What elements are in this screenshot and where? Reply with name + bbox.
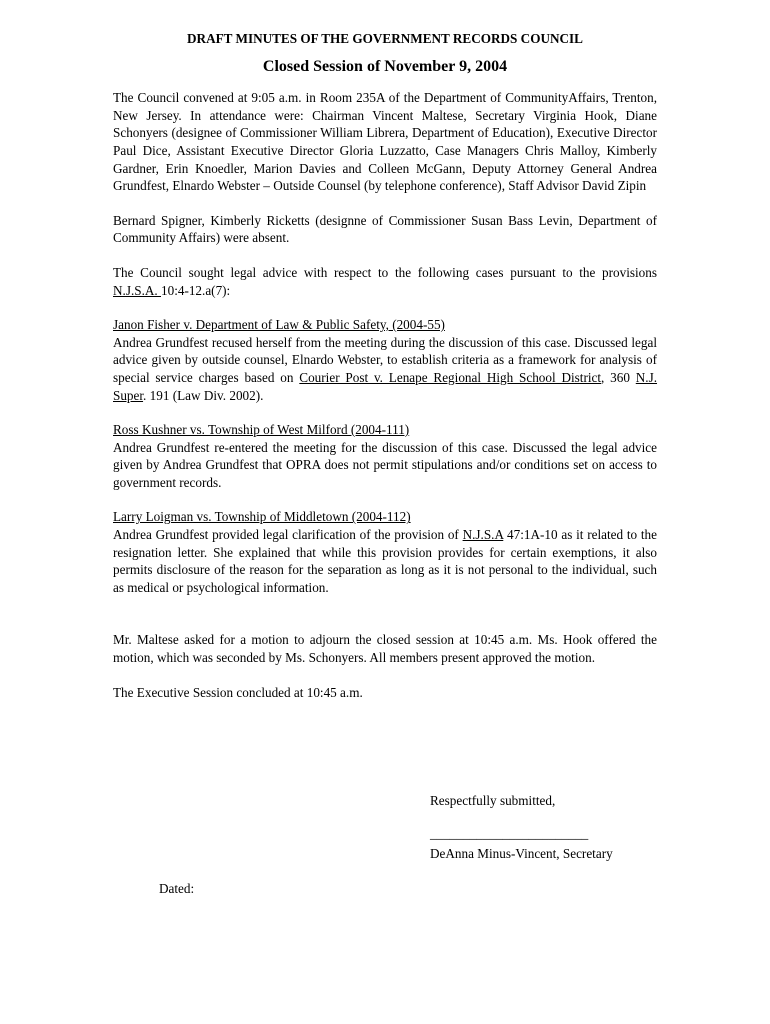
signature-name: DeAnna Minus-Vincent, Secretary (430, 846, 613, 861)
case-kushner (113, 421, 657, 491)
case-title: Janon Fisher v. Department of Law & Public Safety, (2004-55) (113, 317, 445, 333)
document-subtitle: Closed Session of November 9, 2004 (262, 57, 508, 75)
adjourn-paragraph: Mr. Maltese asked for a motion to adjourn the closed session at 10:45 a.m. Ms. Hook offered the motion, which was seconded by Ms. Schonyers. All members present approved the motion. (113, 632, 657, 666)
dated-label: Dated: (159, 881, 195, 896)
signature-line: ________________________ (430, 826, 589, 841)
legal-intro-citation: N.J.S.A. (113, 282, 161, 298)
legal-intro-section: 10:4-12.a(7): (161, 282, 231, 298)
document-body (113, 30, 657, 718)
case-citation: Courier Post v. Lenape Regional High School District (299, 369, 602, 385)
attendance-paragraph: The Council convened at 9:05 a.m. in Room 235A of the Department of CommunityAffairs, Trenton, New Jersey. In attendance were: Chairman Vincent Maltese, Secretary Virginia Hook, Diane Schonyers (designee of Commissioner William Librera, Department of Education), Executive Director Paul Dice, Assistant Executive Director Gloria Luzzatto, Case Managers Chris Malloy, Kimberly Gardner, Erin Knoedler, Marion Davies and Colleen McGann, Deputy Attorney General Andrea Grundfest, Elnardo Webster – Outside Counsel (by telephone conference), Staff Advisor David Zipin (113, 90, 657, 194)
legal-intro-paragraph (113, 264, 657, 299)
case-title: Larry Loigman vs. Township of Middletown (2004-112) (113, 509, 411, 525)
case-fisher (113, 316, 657, 404)
case-text: 47:1A-10 as it related to the resignation letter. She explained that while this provision provides for certain exemptions, it also permits disclosure of the reason for the separation as long as it is not personal to the individual, such as medical or psychological information. (113, 527, 657, 595)
case-citation: N.J. Super (113, 369, 658, 403)
signature-closing: Respectfully submitted, (430, 793, 556, 808)
case-loigman (113, 508, 657, 596)
case-text: Andrea Grundfest recused herself from the meeting during the discussion of this case. Discussed legal advice given by outside counsel, Elnardo Webster, to establish criteria as a framework for analysis of special service charges based on (113, 334, 657, 385)
case-title: Ross Kushner vs. Township of West Milford (2004-111) (113, 422, 410, 438)
legal-intro-text: The Council sought legal advice with respect to the following cases pursuant to the provisions (113, 264, 657, 280)
case-text: . 191 (Law Div. 2002). (143, 387, 264, 403)
document-title: DRAFT MINUTES OF THE GOVERNMENT RECORDS COUNCIL (187, 31, 583, 46)
case-citation: N.J.S.A (462, 527, 504, 543)
absent-paragraph: Bernard Spigner, Kimberly Ricketts (designne of Commissioner Susan Bass Levin, Department of Community Affairs) were absent. (113, 212, 657, 246)
case-text: Andrea Grundfest provided legal clarification of the provision of (113, 527, 463, 543)
case-text: Andrea Grundfest re-entered the meeting for the discussion of this case. Discussed the legal advice given by Andrea Grundfest that OPRA does not permit stipulations and/or conditions set on access to government records. (113, 439, 657, 490)
concluded-paragraph: The Executive Session concluded at 10:45 a.m. (113, 684, 363, 700)
case-text: , 360 (601, 369, 636, 385)
